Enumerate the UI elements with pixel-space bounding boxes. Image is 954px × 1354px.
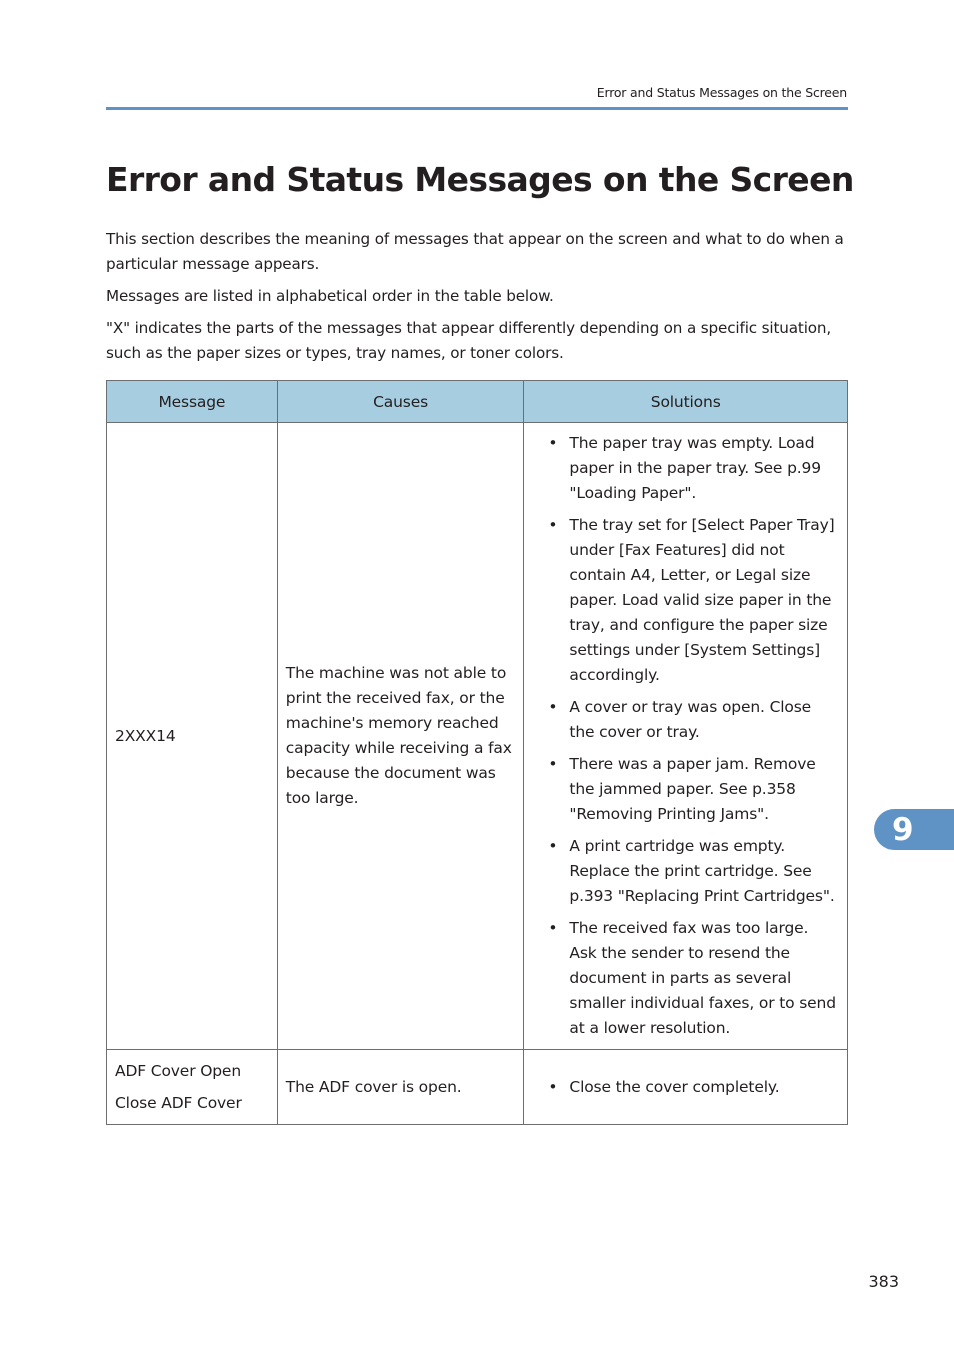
message-line: Close ADF Cover [115, 1094, 242, 1112]
chapter-tab [874, 809, 954, 850]
solution-item [548, 834, 837, 909]
column-header-message: Message [107, 381, 278, 423]
solution-text: A cover or tray was open. Close the cover or tray. [569, 698, 812, 741]
solution-item [548, 752, 837, 827]
solution-item [548, 695, 837, 745]
bullet-icon: • [548, 1077, 558, 1096]
bullet-icon: • [548, 919, 558, 937]
solutions-list [548, 1075, 837, 1100]
message-cell [107, 1050, 278, 1125]
bullet-icon: • [548, 755, 558, 773]
solution-item [548, 1075, 837, 1100]
messages-table [106, 380, 848, 1125]
solution-text: A print cartridge was empty. Replace the print cartridge. See p.393 "Replacing Print Cartridges". [569, 837, 835, 905]
cause-cell: The machine was not able to print the received fax, or the machine's memory reached capacity while receiving a fax because the document was too large. [277, 423, 524, 1050]
table-row [107, 1050, 848, 1125]
bullet-icon: • [548, 434, 558, 452]
solution-text: There was a paper jam. Remove the jammed paper. See p.358 "Removing Printing Jams". [569, 755, 816, 823]
intro-paragraph-3: "X" indicates the parts of the messages that appear differently depending on a specific situation, such as the paper sizes or types, tray names, or toner colors. [106, 319, 832, 362]
solution-item [548, 431, 837, 506]
header-rule [106, 107, 848, 110]
solution-text: The received fax was too large. Ask the sender to resend the document in parts as several smaller individual faxes, or to send at a lower resolution. [569, 919, 836, 1037]
cause-cell: The ADF cover is open. [277, 1050, 524, 1125]
solution-text: Close the cover completely. [569, 1077, 780, 1096]
solution-item [548, 916, 837, 1041]
solutions-list [548, 431, 837, 1041]
table-header-row [107, 381, 848, 423]
running-header: Error and Status Messages on the Screen [596, 85, 847, 100]
message-cell: 2XXX14 [107, 423, 278, 1050]
bullet-icon: • [548, 516, 558, 534]
solutions-cell [524, 1050, 848, 1125]
intro-paragraph-1: This section describes the meaning of messages that appear on the screen and what to do when a particular message appears. [106, 230, 844, 273]
bullet-icon: • [548, 698, 558, 716]
solution-text: The paper tray was empty. Load paper in the paper tray. See p.99 "Loading Paper". [569, 434, 821, 502]
intro-paragraph-2: Messages are listed in alphabetical order in the table below. [106, 287, 554, 305]
column-header-causes: Causes [277, 381, 524, 423]
solution-text: The tray set for [Select Paper Tray] under [Fax Features] did not contain A4, Letter, or Legal size paper. Load valid size paper in the tray, and configure the paper size settings under [System Settings] accordingly. [569, 516, 835, 684]
page-title: Error and Status Messages on the Screen [106, 160, 854, 199]
solutions-cell [524, 423, 848, 1050]
bullet-icon: • [548, 837, 558, 855]
solution-item [548, 513, 837, 688]
column-header-solutions: Solutions [524, 381, 848, 423]
chapter-number: 9 [892, 812, 914, 848]
message-line: ADF Cover Open [115, 1062, 241, 1080]
page-number: 383 [868, 1272, 899, 1291]
table-row [107, 423, 848, 1050]
